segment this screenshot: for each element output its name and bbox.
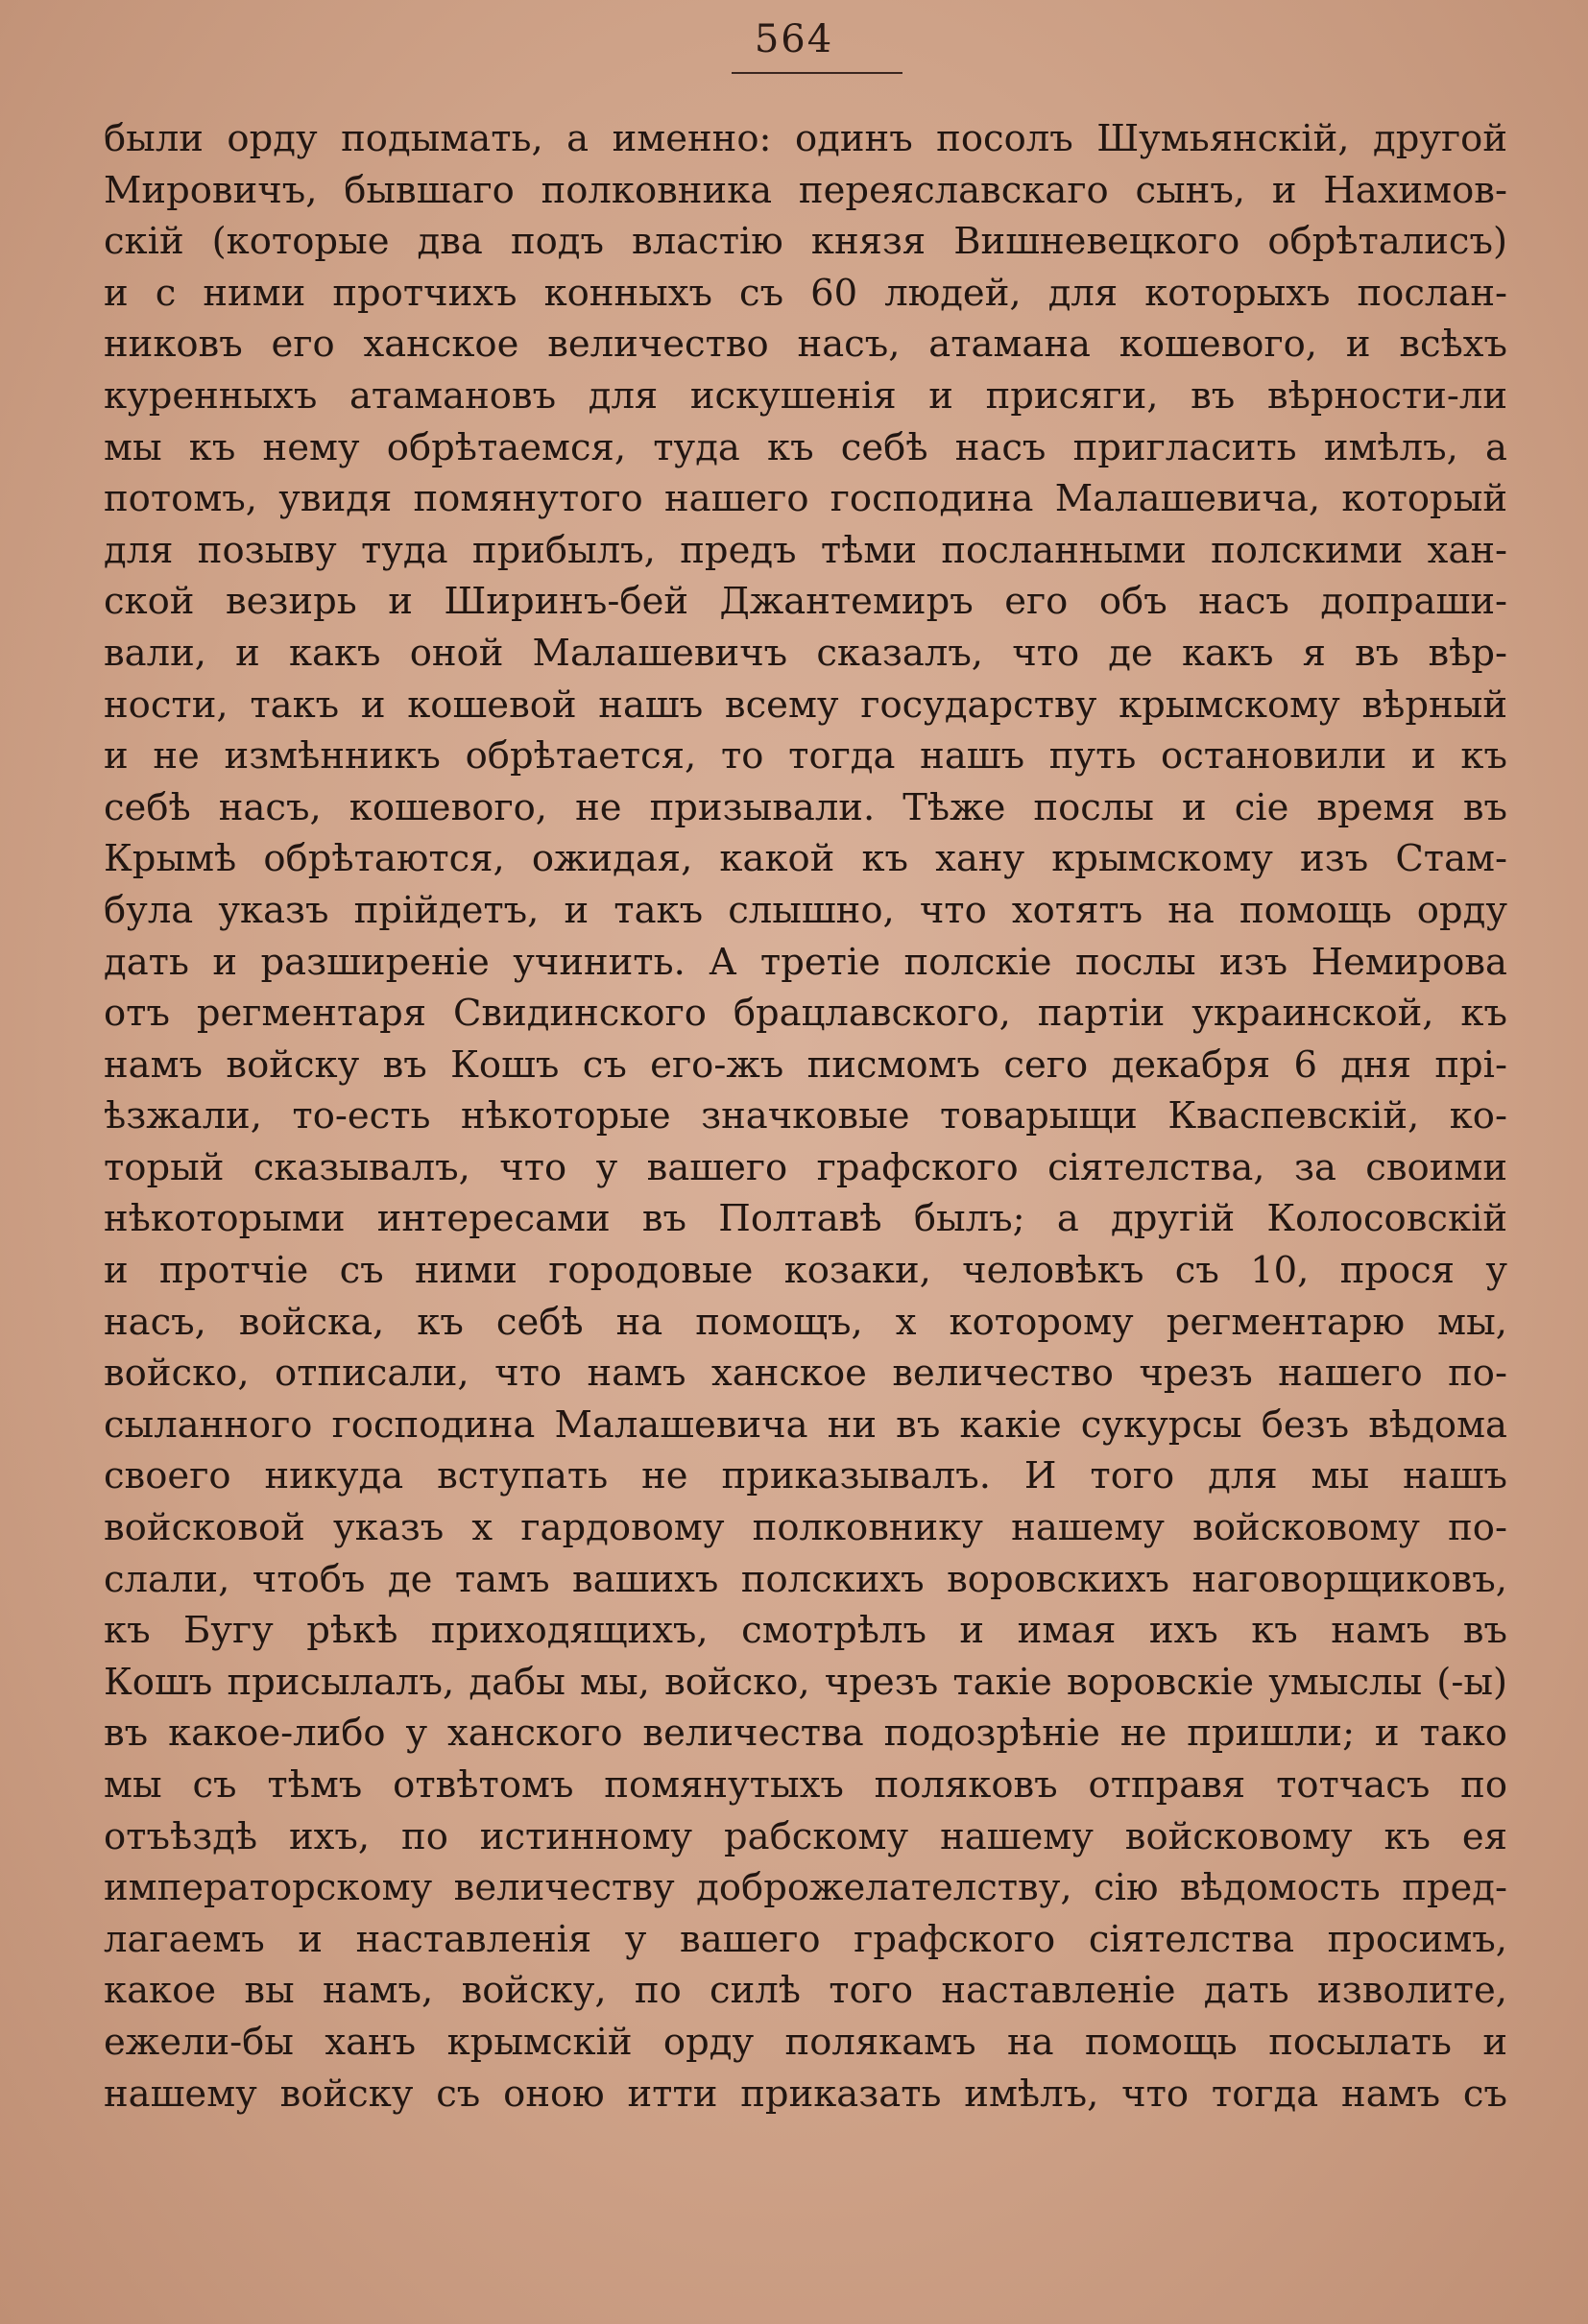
page-number: 564	[754, 17, 834, 61]
text-line: ности, такъ и кошевой нашъ всему государству крымскому вѣрный	[104, 683, 1507, 727]
text-line: торый сказывалъ, что у вашего графского сіятелства, за своими	[104, 1145, 1507, 1189]
text-line: для позыву туда прибылъ, предъ тѣми посланными полскими хан-	[104, 528, 1507, 572]
text-line: своего никуда вступать не приказывалъ. И того для мы нашъ	[104, 1454, 1507, 1498]
text-line: нашему войску съ оною итти приказать имѣлъ, что тогда намъ съ	[104, 2072, 1507, 2116]
text-line: дать и разширеніе учинить. А третіе полскіе послы изъ Немирова	[104, 940, 1507, 984]
text-line: войско, отписали, что намъ ханское величество чрезъ нашего по-	[104, 1352, 1507, 1396]
text-line: Мировичъ, бывшаго полковника переяславскаго сынъ, и Нахимов-	[104, 168, 1507, 212]
text-line: къ Бугу рѣкѣ приходящихъ, смотрѣлъ и имая ихъ къ намъ въ	[104, 1609, 1507, 1653]
text-line: войсковой указъ х гардовому полковнику нашему войсковому по-	[104, 1506, 1507, 1550]
header-rule	[732, 72, 902, 74]
text-line: и с ними протчихъ конныхъ съ 60 людей, для которыхъ послан-	[104, 271, 1507, 315]
text-line: ской везирь и Ширинъ-бей Джантемиръ его объ насъ допраши-	[104, 580, 1507, 624]
text-line: мы къ нему обрѣтаемся, туда къ себѣ насъ пригласить имѣлъ, а	[104, 425, 1507, 469]
text-line: и не измѣнникъ обрѣтается, то тогда нашъ путь остановили и къ	[104, 734, 1507, 779]
text-line: императорскому величеству доброжелателству, сію вѣдомость пред-	[104, 1866, 1507, 1910]
text-line: скій (которые два подъ властію князя Вишневецкого обрѣталисъ)	[104, 220, 1507, 264]
text-line: потомъ, увидя помянутого нашего господина Малашевича, который	[104, 477, 1507, 521]
text-line: ежели-бы ханъ крымскій орду полякамъ на помощь посылать и	[104, 2020, 1507, 2064]
text-line: нѣкоторыми интересами въ Полтавѣ былъ; а другій Колосовскій	[104, 1197, 1507, 1241]
text-line: отъ регментаря Свидинского брацлавского, партіи украинской, къ	[104, 992, 1507, 1036]
text-line: намъ войску въ Кошъ съ его-жъ писмомъ сего декабря 6 дня прі-	[104, 1042, 1507, 1087]
text-line: була указъ прійдетъ, и такъ слышно, что хотятъ на помощь орду	[104, 888, 1507, 932]
text-line: сыланного господина Малашевича ни въ какіе сукурсы безъ вѣдома	[104, 1402, 1507, 1447]
body-text	[104, 113, 1507, 2120]
text-line: себѣ насъ, кошевого, не призывали. Тѣже послы и сіе время въ	[104, 785, 1507, 829]
text-line: были орду подымать, а именно: одинъ посолъ Шумьянскій, другой	[104, 117, 1507, 160]
text-line: какое вы намъ, войску, по силѣ того наставленіе дать изволите,	[104, 1969, 1507, 2013]
text-line: ѣзжали, то-есть нѣкоторые значковые товарыщи Кваспевскій, ко-	[104, 1094, 1507, 1138]
text-line: слали, чтобъ де тамъ вашихъ полскихъ воровскихъ наговорщиковъ,	[104, 1557, 1507, 1601]
text-line: насъ, войска, къ себѣ на помощъ, х которому регментарю мы,	[104, 1300, 1507, 1344]
text-line: вали, и какъ оной Малашевичъ сказалъ, что де какъ я въ вѣр-	[104, 631, 1507, 675]
text-line: Кошъ присылалъ, дабы мы, войско, чрезъ такіе воровскіе умыслы (-ы)	[104, 1660, 1507, 1704]
text-line: куренныхъ атамановъ для искушенія и присяги, въ вѣрности-ли	[104, 373, 1507, 418]
text-line: мы съ тѣмъ отвѣтомъ помянутыхъ поляковъ отправя тотчасъ по	[104, 1763, 1507, 1807]
text-line: въ какое-либо у ханского величества подозрѣніе не пришли; и тако	[104, 1712, 1507, 1756]
text-line: никовъ его ханское величество насъ, атамана кошевого, и всѣхъ	[104, 323, 1507, 367]
text-line: и протчіе съ ними городовые козаки, человѣкъ съ 10, прося у	[104, 1249, 1507, 1293]
text-line: Крымѣ обрѣтаются, ожидая, какой къ хану крымскому изъ Стам-	[104, 837, 1507, 881]
text-line: отъѣздѣ ихъ, по истинному рабскому нашему войсковому къ ея	[104, 1814, 1507, 1858]
text-line: лагаемъ и наставленія у вашего графского сіятелства просимъ,	[104, 1917, 1507, 1961]
